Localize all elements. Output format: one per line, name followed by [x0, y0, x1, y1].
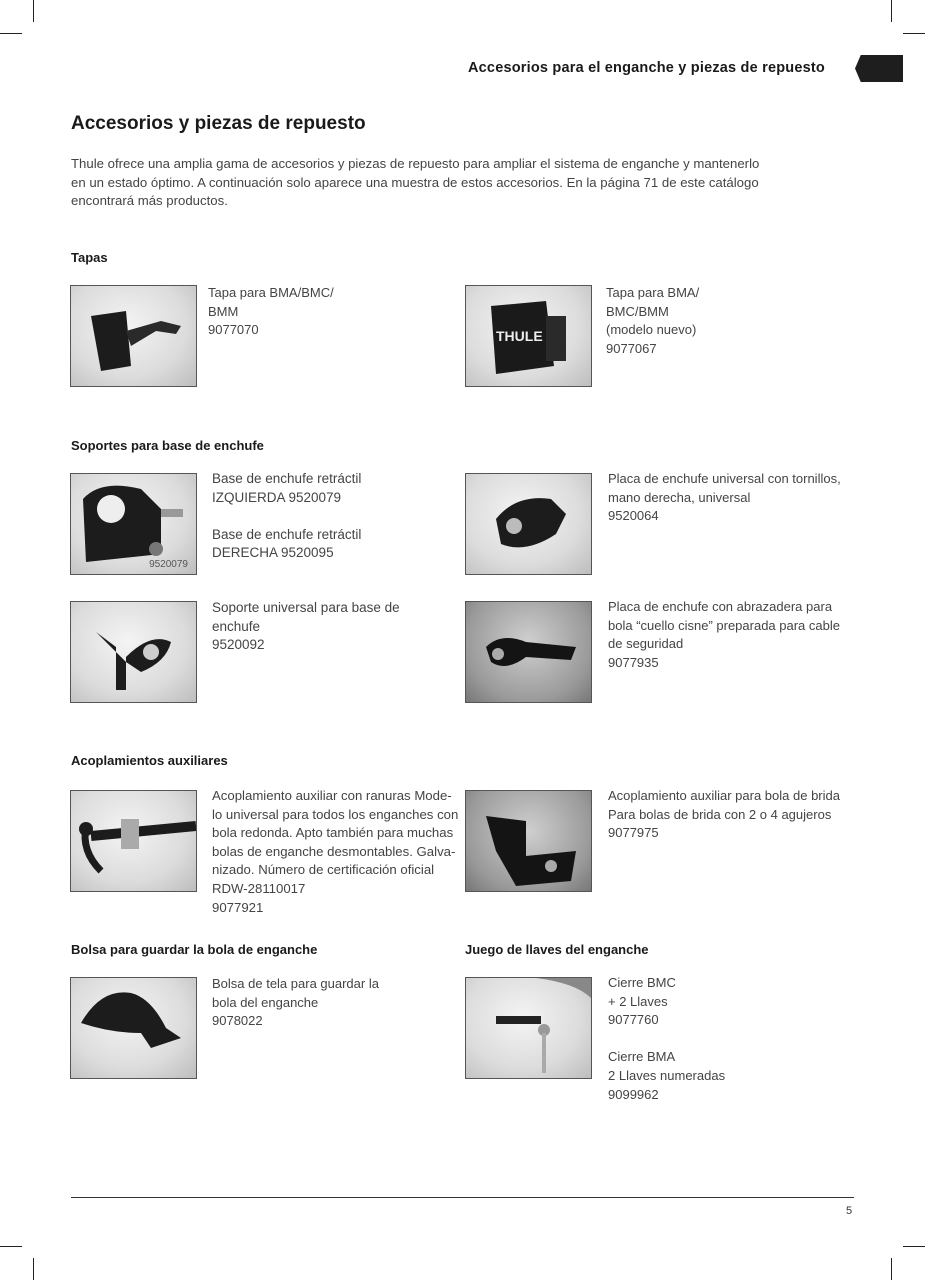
crop-mark [903, 33, 925, 34]
description-line: IZQUIERDA 9520079 [212, 489, 342, 505]
product-description [212, 975, 379, 1031]
image-caption: 9520079 [149, 559, 188, 570]
description-line: 2 Llaves numeradas [608, 1067, 726, 1083]
footer-rule [71, 1197, 854, 1198]
description-line: bola del enganche [212, 994, 319, 1010]
crop-mark [33, 1258, 34, 1280]
description-line [608, 1030, 725, 1049]
section-title-bolsa: Bolsa para guardar la bola de enganche [71, 942, 318, 957]
description-line: Placa de enchufe con abrazadera para [608, 599, 833, 614]
description-line [212, 507, 361, 526]
page-title: Accesorios y piezas de repuesto [71, 113, 366, 134]
description-line: BMC/BMM [606, 303, 669, 319]
description-line: 9077935 [608, 654, 659, 670]
description-line: Bolsa de tela para guardar la [212, 976, 379, 991]
description-line: 9077067 [606, 340, 657, 356]
product-image-tapa [70, 285, 197, 387]
description-line: Placa de enchufe universal con tornillos, [608, 471, 841, 486]
product-description [212, 599, 400, 655]
description-line: Para bolas de brida con 2 o 4 agujeros [608, 806, 832, 822]
description-line: lo universal para todos los enganches con [212, 806, 459, 822]
description-line: Cierre BMA [608, 1049, 676, 1065]
product-description [608, 470, 841, 526]
crop-mark [33, 0, 34, 22]
description-line: 9077070 [208, 322, 259, 338]
section-title-llaves: Juego de llaves del enganche [465, 942, 649, 957]
description-line: Tapa para BMA/ [606, 285, 700, 300]
product-image-placa-enchufe [465, 473, 592, 575]
crop-mark [891, 1258, 892, 1280]
description-line: Base de enchufe retráctil [212, 471, 362, 486]
description-line: BMM [208, 303, 239, 319]
intro-line: en un estado óptimo. A continuación solo aparece una muestra de estos accesorios. En la página 71 de este catálogo [71, 174, 759, 190]
description-line: Acoplamiento auxiliar con ranuras Mode- [212, 788, 452, 803]
description-line: 9099962 [608, 1086, 659, 1102]
chapter-tab [855, 55, 903, 82]
product-image-base-enchufe [70, 473, 197, 575]
thule-logo: THULE [496, 328, 543, 344]
product-description [212, 470, 361, 563]
product-image-acoplamiento-mode [70, 790, 197, 892]
description-line: 9520064 [608, 508, 659, 524]
description-line: Base de enchufe retráctil [212, 526, 362, 542]
description-line: RDW-28110017 [212, 880, 306, 896]
description-line: 9077975 [608, 825, 659, 841]
crop-mark [891, 0, 892, 22]
product-image-acoplamiento-brida [465, 790, 592, 892]
description-line: bolas de enganche desmontables. Galva- [212, 843, 456, 859]
running-header: Accesorios para el enganche y piezas de repuesto [468, 60, 825, 76]
description-line: 9520092 [212, 637, 265, 653]
description-line: Acoplamiento auxiliar para bola de brida [608, 788, 840, 803]
product-image-tapa-nuevo [465, 285, 592, 387]
description-line: bola “cuello cisne” preparada para cable [608, 617, 840, 633]
description-line: 9077921 [212, 899, 264, 915]
description-line: mano derecha, universal [608, 489, 751, 505]
product-description [608, 598, 840, 672]
product-description [208, 284, 334, 340]
product-image-llaves [465, 977, 592, 1079]
description-line: Cierre BMC [608, 975, 676, 990]
description-line: 9077760 [608, 1012, 659, 1028]
product-description [606, 284, 699, 358]
section-title-tapas: Tapas [71, 250, 108, 265]
section-title-acoplamientos: Acoplamientos auxiliares [71, 753, 228, 768]
intro-line: Thule ofrece una amplia gama de accesorios y piezas de repuesto para ampliar el sistema de enganche y mantenerlo [71, 156, 760, 171]
description-line: Tapa para BMA/BMC/ [208, 285, 334, 300]
product-description [212, 787, 458, 917]
description-line: DERECHA 9520095 [212, 545, 334, 561]
description-line: bola redonda. Apto también para muchas [212, 825, 454, 841]
product-image-placa-abrazadera [465, 601, 592, 703]
description-line: Soporte universal para base de [212, 600, 400, 615]
description-line: de seguridad [608, 636, 684, 652]
product-image-bolsa [70, 977, 197, 1079]
product-description [608, 974, 725, 1104]
intro-paragraph [71, 155, 831, 211]
description-line: + 2 Llaves [608, 993, 668, 1009]
crop-mark [903, 1246, 925, 1247]
description-line: (modelo nuevo) [606, 322, 697, 338]
intro-line: encontrará más productos. [71, 193, 228, 208]
description-line: nizado. Número de certificación oficial [212, 862, 435, 878]
product-description [608, 787, 840, 843]
page-number: 5 [846, 1205, 853, 1217]
description-line: enchufe [212, 618, 261, 634]
description-line: 9078022 [212, 1013, 263, 1029]
crop-mark [0, 1246, 22, 1247]
section-title-soportes: Soportes para base de enchufe [71, 438, 264, 453]
product-image-soporte-universal [70, 601, 197, 703]
crop-mark [0, 33, 22, 34]
